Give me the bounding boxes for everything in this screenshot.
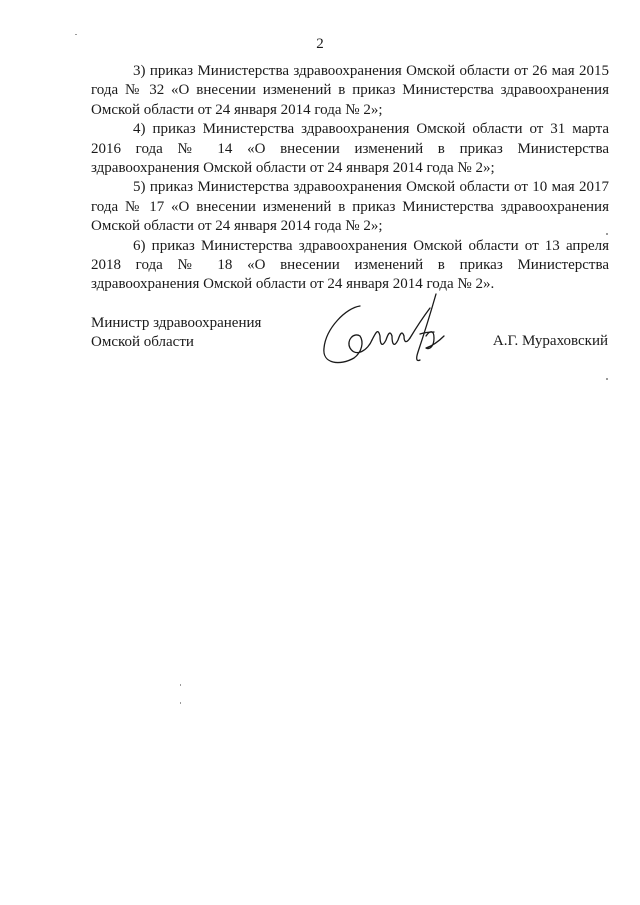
page-number: 2: [316, 36, 324, 52]
document-body: [91, 62, 609, 295]
signer-title-line: Омской области: [91, 334, 194, 350]
signer-title-line: Министр здравоохранения: [91, 315, 262, 331]
signer-title: [91, 314, 261, 352]
list-item: 5) приказ Министерства здравоохранения Омской области от 10 мая 2017 года № 17 «О внесении изменений в приказ Министерства здравоохранения Омской области от 24 января 2014 года № 2»;: [91, 179, 609, 235]
handwritten-signature: [316, 278, 466, 378]
scan-speck: [180, 702, 181, 704]
scan-speck: [75, 34, 77, 35]
list-item: 3) приказ Министерства здравоохранения Омской области от 26 мая 2015 года № 32 «О внесении изменений в приказ Министерства здравоохранения Омской области от 24 января 2014 года № 2»;: [91, 63, 609, 118]
signer-name: А.Г. Мураховский: [492, 333, 608, 349]
scan-speck: [606, 233, 608, 235]
list-item: 6) приказ Министерства здравоохранения Омской области от 13 апреля 2018 года № 18 «О внесении изменений в приказ Министерства здравоохранения Омской области от 24 января 2014 года № 2».: [91, 237, 609, 293]
scan-speck: [180, 684, 181, 686]
list-item: 4) приказ Министерства здравоохранения Омской области от 31 марта 2016 года № 14 «О внесении изменений в приказ Министерства здравоохранения Омской области от 24 января 2014 года № 2»;: [91, 121, 609, 177]
scan-speck: [606, 378, 608, 380]
